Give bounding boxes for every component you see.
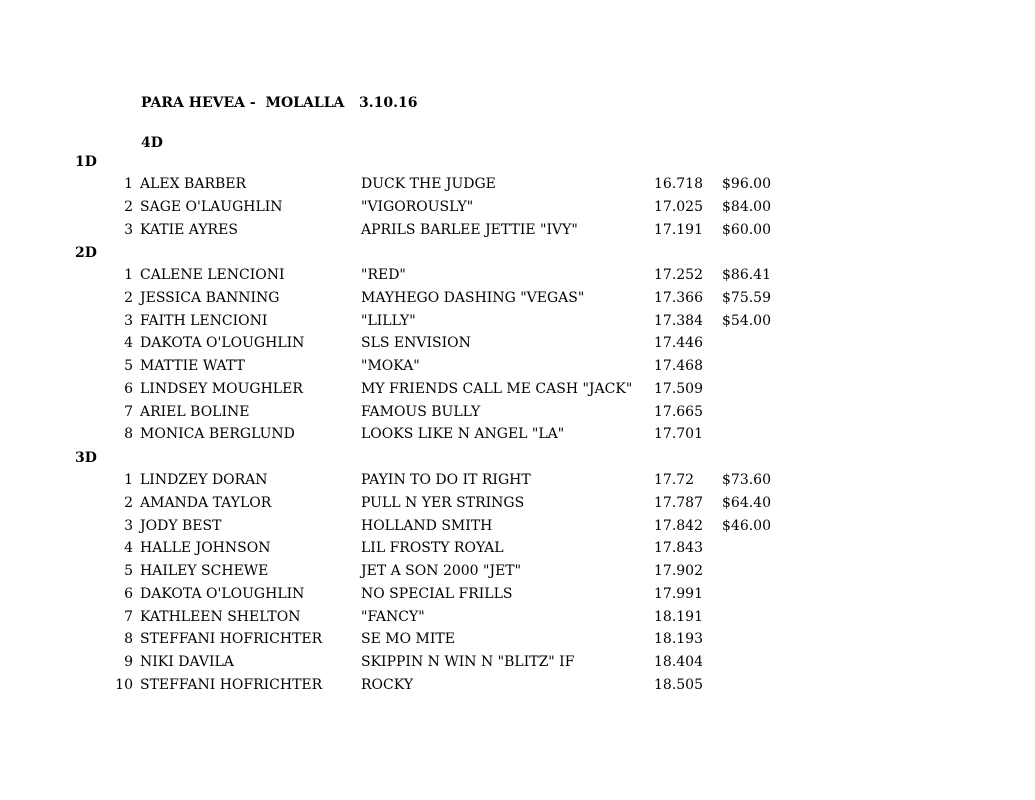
table-row (0, 628, 1035, 650)
section-label: 1D (75, 154, 97, 170)
horse-cell: PAYIN TO DO IT RIGHT (361, 472, 531, 488)
time-cell: 17.191 (654, 221, 703, 238)
horse-cell: SE MO MITE (361, 631, 455, 648)
rider-cell: HALLE JOHNSON (140, 540, 271, 557)
rider-cell: KATHLEEN SHELTON (140, 608, 301, 625)
time-cell: 17.902 (654, 563, 703, 579)
table-row (0, 355, 1035, 377)
table-row (0, 560, 1035, 582)
money-cell: $64.40 (722, 494, 771, 511)
horse-cell: JET A SON 2000 "JET" (361, 563, 522, 579)
rider-cell: JODY BEST (140, 517, 222, 534)
money-cell: $46.00 (722, 517, 771, 534)
rider-cell: KATIE AYRES (140, 221, 238, 238)
rider-cell: CALENE LENCIONI (140, 267, 285, 283)
time-cell: 17.025 (654, 198, 703, 215)
time-cell: 17.787 (654, 494, 703, 511)
table-row (0, 423, 1035, 445)
place-cell: 5 (124, 358, 133, 374)
rider-cell: ARIEL BOLINE (140, 403, 250, 420)
time-cell: 17.468 (654, 358, 703, 374)
horse-cell: LIL FROSTY ROYAL (361, 540, 504, 557)
rider-cell: AMANDA TAYLOR (140, 494, 272, 511)
place-cell: 8 (124, 426, 133, 443)
table-row (0, 492, 1035, 514)
money-cell: $60.00 (722, 221, 771, 238)
rider-cell: FAITH LENCIONI (140, 312, 268, 329)
place-cell: 3 (124, 312, 133, 329)
money-cell: $73.60 (722, 472, 771, 488)
place-cell: 4 (124, 540, 133, 557)
horse-cell: "LILLY" (361, 312, 416, 329)
time-cell: 17.991 (654, 585, 703, 602)
place-cell: 1 (124, 176, 133, 192)
place-cell: 8 (124, 631, 133, 648)
horse-cell: "RED" (361, 267, 406, 283)
time-cell: 17.252 (654, 267, 703, 283)
table-row (0, 651, 1035, 673)
time-cell: 16.718 (654, 176, 703, 192)
place-cell: 6 (124, 380, 133, 397)
section-label: 3D (75, 450, 97, 466)
place-cell: 9 (124, 654, 133, 670)
horse-cell: "FANCY" (361, 608, 425, 625)
rider-cell: SAGE O'LAUGHLIN (140, 198, 283, 215)
time-cell: 18.193 (654, 631, 703, 648)
section-label: 2D (75, 245, 97, 261)
rider-cell: STEFFANI HOFRICHTER (140, 631, 323, 648)
time-cell: 18.505 (654, 676, 703, 693)
place-cell: 4 (124, 335, 133, 352)
rider-cell: LINDZEY DORAN (140, 472, 268, 488)
time-cell: 17.366 (654, 289, 703, 306)
money-cell: $84.00 (722, 198, 771, 215)
money-cell: $54.00 (722, 312, 771, 329)
place-cell: 1 (124, 267, 133, 283)
place-cell: 3 (124, 221, 133, 238)
table-row (0, 537, 1035, 559)
table-row (0, 310, 1035, 332)
division-label: 4D (141, 135, 163, 151)
table-row (0, 401, 1035, 423)
place-cell: 7 (124, 608, 133, 625)
table-row (0, 332, 1035, 354)
time-cell: 18.191 (654, 608, 703, 625)
horse-cell: LOOKS LIKE N ANGEL "LA" (361, 426, 565, 443)
place-cell: 7 (124, 403, 133, 420)
horse-cell: "VIGOROUSLY" (361, 198, 474, 215)
rider-cell: MONICA BERGLUND (140, 426, 295, 443)
place-cell: 3 (124, 517, 133, 534)
rider-cell: JESSICA BANNING (140, 289, 280, 306)
table-row (0, 469, 1035, 491)
rider-cell: NIKI DAVILA (140, 654, 234, 670)
table-row (0, 515, 1035, 537)
time-cell: 17.843 (654, 540, 703, 557)
money-cell: $86.41 (722, 267, 771, 283)
table-row (0, 287, 1035, 309)
horse-cell: NO SPECIAL FRILLS (361, 585, 513, 602)
time-cell: 18.404 (654, 654, 703, 670)
time-cell: 17.701 (654, 426, 703, 443)
place-cell: 2 (124, 198, 133, 215)
time-cell: 17.665 (654, 403, 703, 420)
place-cell: 6 (124, 585, 133, 602)
rider-cell: DAKOTA O'LOUGHLIN (140, 335, 305, 352)
horse-cell: SKIPPIN N WIN N "BLITZ" IF (361, 654, 575, 670)
place-cell: 1 (124, 472, 133, 488)
table-row (0, 674, 1035, 696)
horse-cell: MAYHEGO DASHING "VEGAS" (361, 289, 585, 306)
rider-cell: MATTIE WATT (140, 358, 245, 374)
place-cell: 2 (124, 289, 133, 306)
table-row (0, 173, 1035, 195)
time-cell: 17.509 (654, 380, 703, 397)
time-cell: 17.446 (654, 335, 703, 352)
table-row (0, 196, 1035, 218)
table-row (0, 219, 1035, 241)
horse-cell: HOLLAND SMITH (361, 517, 493, 534)
rider-cell: ALEX BARBER (140, 176, 247, 192)
time-cell: 17.72 (654, 472, 695, 488)
table-row (0, 606, 1035, 628)
table-row (0, 264, 1035, 286)
money-cell: $96.00 (722, 176, 771, 192)
horse-cell: ROCKY (361, 676, 414, 693)
horse-cell: "MOKA" (361, 358, 420, 374)
horse-cell: DUCK THE JUDGE (361, 176, 496, 192)
table-row (0, 583, 1035, 605)
rider-cell: DAKOTA O'LOUGHLIN (140, 585, 305, 602)
page-title: PARA HEVEA - MOLALLA 3.10.16 (141, 95, 418, 111)
rider-cell: STEFFANI HOFRICHTER (140, 676, 323, 693)
place-cell: 10 (115, 676, 133, 693)
rider-cell: HAILEY SCHEWE (140, 563, 269, 579)
horse-cell: SLS ENVISION (361, 335, 471, 352)
time-cell: 17.842 (654, 517, 703, 534)
horse-cell: PULL N YER STRINGS (361, 494, 525, 511)
table-row (0, 378, 1035, 400)
horse-cell: APRILS BARLEE JETTIE "IVY" (361, 221, 578, 238)
horse-cell: FAMOUS BULLY (361, 403, 481, 420)
rider-cell: LINDSEY MOUGHLER (140, 380, 303, 397)
money-cell: $75.59 (722, 289, 771, 306)
horse-cell: MY FRIENDS CALL ME CASH "JACK" (361, 380, 633, 397)
place-cell: 5 (124, 563, 133, 579)
place-cell: 2 (124, 494, 133, 511)
time-cell: 17.384 (654, 312, 703, 329)
